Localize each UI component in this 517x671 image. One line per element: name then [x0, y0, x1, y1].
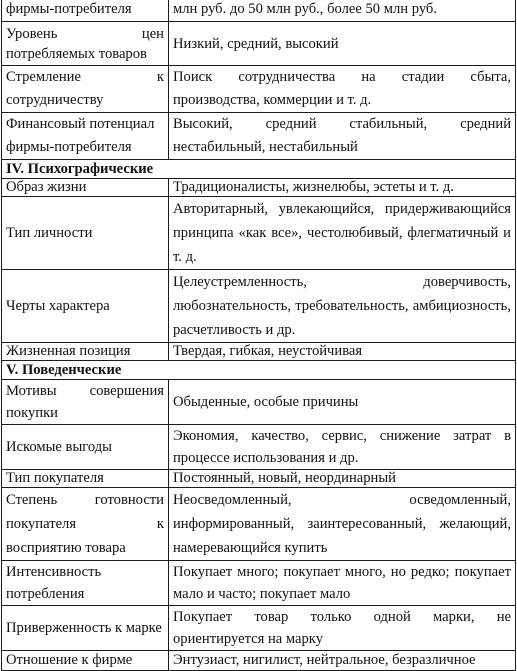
section-title: V. Поведенческие [2, 361, 516, 380]
values-cell: Целеустремленность, доверчивость, любознательность, требовательность, амбициозность, расчетливость и др. [169, 270, 516, 343]
values-cell: Авторитарный, увлекающийся, придерживающийся принципа «как все», честолюбивый, флегматичный и т. д. [169, 197, 516, 270]
criterion-cell: Стремление к сотрудничеству [2, 66, 169, 113]
criterion-cell: Приверженность к марке [2, 606, 169, 651]
table-row [2, 425, 516, 470]
table-row [2, 0, 516, 22]
values-cell: Высокий, средний стабильный, средний нестабильный, нестабильный [169, 113, 516, 160]
values-cell: Неосведомленный, осведомленный, информированный, заинтересованный, желающий, намеревающийся купить [169, 488, 516, 561]
values-cell: млн руб. до 50 млн руб., более 50 млн руб. [169, 0, 516, 22]
table-row [2, 270, 516, 343]
criterion-cell: Черты характера [2, 270, 169, 343]
criterion-cell: Образ жизни [2, 179, 169, 197]
values-cell: Твердая, гибкая, неустойчивая [169, 343, 516, 361]
section-header-row [2, 361, 516, 380]
table-row [2, 380, 516, 425]
table-row [2, 343, 516, 361]
table-row [2, 651, 516, 671]
criterion-cell: Тип покупателя [2, 470, 169, 488]
criterion-cell: Интенсивность потребления [2, 561, 169, 606]
segmentation-table [1, 0, 516, 671]
table-row [2, 197, 516, 270]
values-cell: Энтузиаст, нигилист, нейтральное, безразличное [169, 651, 516, 671]
table-row [2, 606, 516, 651]
values-cell: Низкий, средний, высокий [169, 22, 516, 66]
table-row [2, 66, 516, 113]
criterion-cell: Уровень цен потребляемых товаров [2, 22, 169, 66]
values-cell: Традиционалисты, жизнелюбы, эстеты и т. д. [169, 179, 516, 197]
criterion-cell: Мотивы совершения покупки [2, 380, 169, 425]
table-row [2, 113, 516, 160]
criterion-cell: Искомые выгоды [2, 425, 169, 470]
criterion-cell: Степень готовности покупателя к восприятию товара [2, 488, 169, 561]
criterion-cell: Тип личности [2, 197, 169, 270]
values-cell: Покупает товар только одной марки, не ориентируется на марку [169, 606, 516, 651]
values-cell: Обыденные, особые причины [169, 380, 516, 425]
section-header-row [2, 160, 516, 179]
criterion-cell: Отношение к фирме [2, 651, 169, 671]
values-cell: Экономия, качество, сервис, снижение затрат в процессе использования и др. [169, 425, 516, 470]
section-title: IV. Психографические [2, 160, 516, 179]
criterion-cell: Жизненная позиция [2, 343, 169, 361]
values-cell: Постоянный, новый, неординарный [169, 470, 516, 488]
values-cell: Покупает много; покупает много, но редко; покупает мало и часто; покупает мало [169, 561, 516, 606]
table-row [2, 470, 516, 488]
table-row [2, 179, 516, 197]
criterion-cell: фирмы-потребителя [2, 0, 169, 22]
table-row [2, 22, 516, 66]
table-row [2, 561, 516, 606]
criterion-cell: Финансовый потенциал фирмы-потребителя [2, 113, 169, 160]
values-cell: Поиск сотрудничества на стадии сбыта, производства, коммерции и т. д. [169, 66, 516, 113]
table-row [2, 488, 516, 561]
